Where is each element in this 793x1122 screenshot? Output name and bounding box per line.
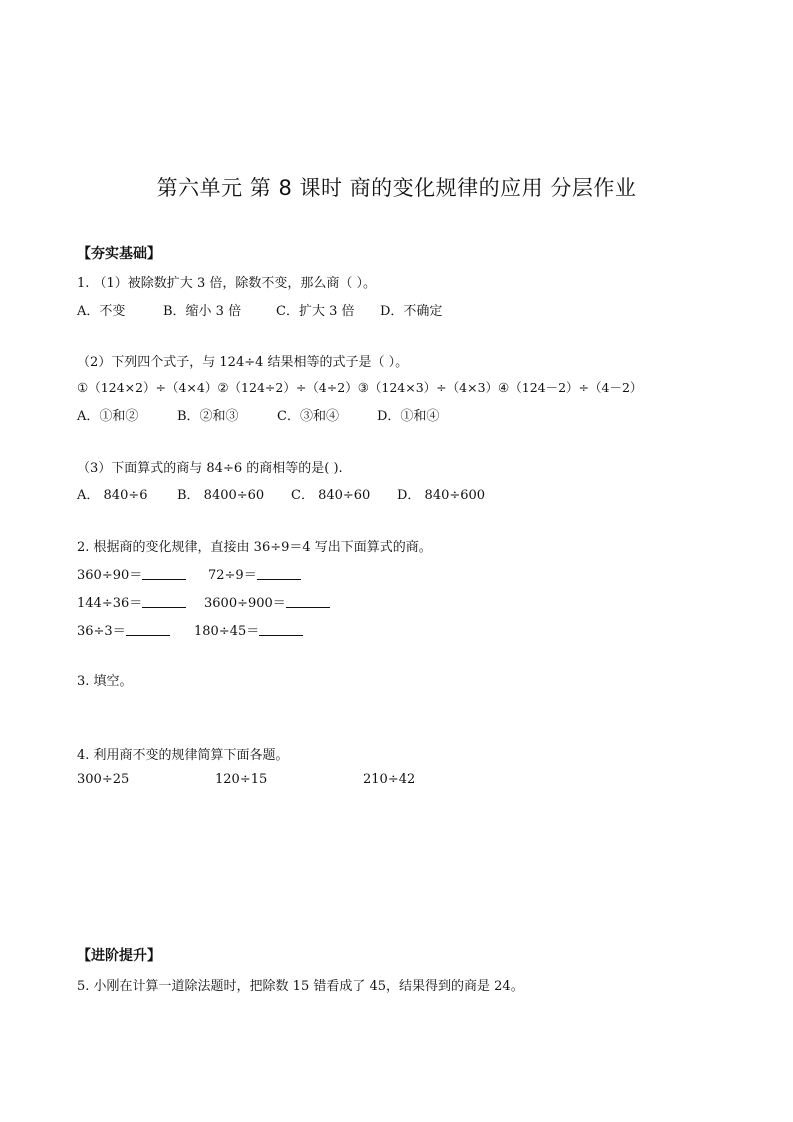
answer-blank[interactable] [257, 567, 301, 580]
question-4-item: 210÷42 [363, 772, 416, 787]
option-d: D．不确定 [380, 304, 443, 319]
option-a: A． 840÷6 [77, 488, 148, 503]
question-5-stem: 5. 小刚在计算一道除法题时，把除数 15 错看成了 45，结果得到的商是 24。 [77, 979, 524, 994]
page-title: 第六单元 第 8 课时 商的变化规律的应用 分层作业 [156, 176, 637, 200]
question-1-part-2-stem: （2）下列四个式子，与 124÷4 结果相等的式子是（ ）。 [77, 355, 409, 370]
question-2-item [77, 564, 186, 583]
expression: 144÷36＝ [77, 596, 143, 611]
question-2-item [208, 564, 301, 583]
option-c: C．③和④ [277, 409, 339, 424]
option-d: D． 840÷600 [397, 488, 486, 503]
answer-blank[interactable] [142, 567, 186, 580]
question-1-part-3-stem: （3）下面算式的商与 84÷6 的商相等的是( ). [77, 461, 343, 476]
option-d: D．①和④ [377, 409, 440, 424]
question-1-part-2-expressions: ①（124×2）÷（4×4）②（124÷2）÷（4÷2）③（124×3）÷（4×3）④（124－2）÷（4－2） [77, 380, 643, 395]
option-a: A．不变 [77, 304, 126, 319]
question-2-item [77, 620, 170, 639]
question-1-part-3-options [77, 484, 485, 503]
question-4-stem: 4. 利用商不变的规律简算下面各题。 [77, 748, 289, 763]
option-b: B．缩小 3 倍 [163, 304, 242, 319]
expression: 3600÷900＝ [204, 596, 286, 611]
expression: 72÷9＝ [208, 568, 257, 583]
answer-blank[interactable] [126, 623, 170, 636]
question-4-item: 120÷15 [215, 772, 268, 787]
expression: 360÷90＝ [77, 568, 143, 583]
question-1-part-1-stem: 1. （1）被除数扩大 3 倍，除数不变，那么商（ ）。 [77, 276, 376, 291]
option-c: C． 840÷60 [291, 488, 371, 503]
question-1-part-2-options [77, 405, 439, 424]
question-4-item: 300÷25 [77, 772, 130, 787]
answer-blank[interactable] [259, 623, 303, 636]
section-heading-basic: 【夯实基础】 [77, 246, 161, 262]
question-2-item [194, 620, 303, 639]
option-c: C．扩大 3 倍 [276, 304, 355, 319]
option-a: A．①和② [77, 409, 139, 424]
section-heading-advanced: 【进阶提升】 [77, 948, 161, 964]
question-1-part-1-options [77, 300, 442, 319]
option-b: B． 8400÷60 [177, 488, 265, 503]
answer-blank[interactable] [142, 595, 186, 608]
option-b: B．②和③ [177, 409, 239, 424]
expression: 180÷45＝ [194, 624, 260, 639]
question-2-item [204, 592, 330, 611]
question-2-stem: 2. 根据商的变化规律，直接由 36÷9＝4 写出下面算式的商。 [77, 540, 432, 555]
question-2-item [77, 592, 186, 611]
expression: 36÷3＝ [77, 624, 126, 639]
question-3-stem: 3. 填空。 [77, 674, 133, 689]
answer-blank[interactable] [286, 595, 330, 608]
